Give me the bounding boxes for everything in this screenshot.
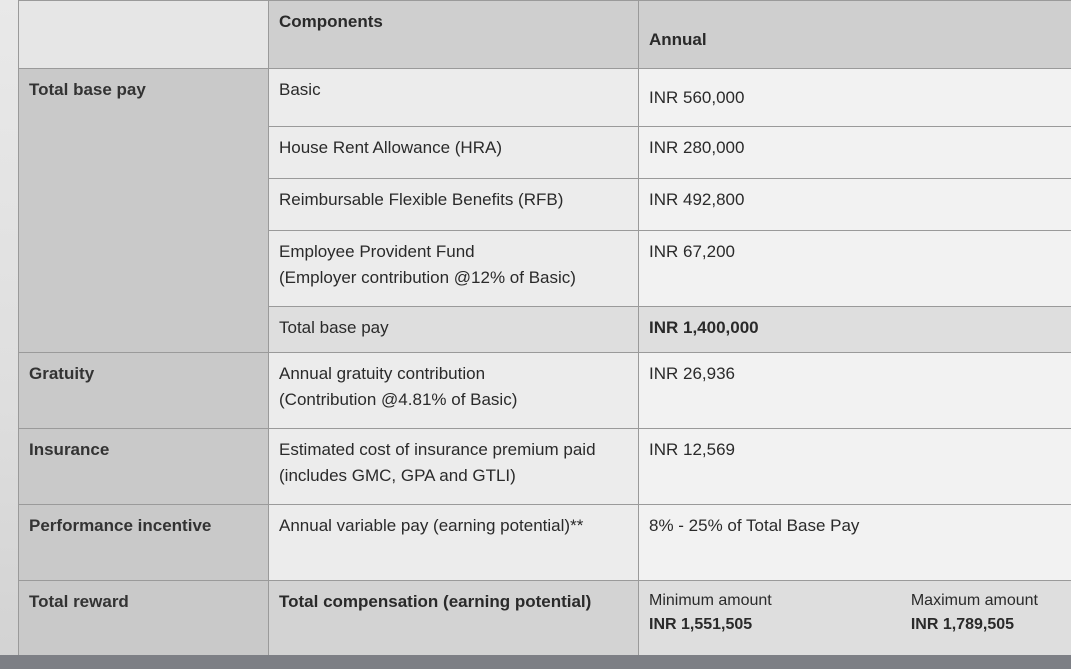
category-total-reward: Total reward	[19, 581, 269, 659]
component-insurance	[269, 429, 639, 505]
value-gratuity: INR 26,936	[639, 353, 1071, 429]
category-total-base-pay: Total base pay	[19, 69, 269, 353]
minimum-amount	[649, 589, 772, 637]
category-gratuity: Gratuity	[19, 353, 269, 429]
component-gratuity	[269, 353, 639, 429]
component-gratuity-title: Annual gratuity contribution	[279, 364, 486, 383]
table-row	[19, 69, 1071, 127]
component-insurance-note: (includes GMC, GPA and GTLI)	[279, 466, 516, 485]
component-performance: Annual variable pay (earning potential)**	[269, 505, 639, 581]
maximum-amount	[911, 589, 1038, 637]
component-hra: House Rent Allowance (HRA)	[269, 127, 639, 179]
table-row	[19, 353, 1071, 429]
component-rfb: Reimbursable Flexible Benefits (RFB)	[269, 179, 639, 231]
header-blank-cell	[19, 1, 269, 69]
value-basic: INR 560,000	[639, 69, 1071, 127]
compensation-table	[18, 0, 1071, 659]
table-header-row	[19, 1, 1071, 69]
table-row	[19, 429, 1071, 505]
subtotal-label: Total base pay	[269, 307, 639, 353]
component-epf-note: (Employer contribution @12% of Basic)	[279, 268, 576, 287]
component-basic: Basic	[269, 69, 639, 127]
component-epf-title: Employee Provident Fund	[279, 242, 475, 261]
category-insurance: Insurance	[19, 429, 269, 505]
header-components: Components	[269, 1, 639, 69]
value-total-compensation	[639, 581, 1071, 659]
header-annual: Annual	[639, 1, 1071, 69]
value-insurance: INR 12,569	[639, 429, 1071, 505]
table-row	[19, 505, 1071, 581]
component-gratuity-note: (Contribution @4.81% of Basic)	[279, 390, 518, 409]
component-insurance-title: Estimated cost of insurance premium paid	[279, 440, 596, 459]
screen-bottom-bezel	[0, 655, 1071, 669]
minimum-amount-value: INR 1,551,505	[649, 616, 753, 633]
component-total-compensation: Total compensation (earning potential)	[269, 581, 639, 659]
maximum-amount-label: Maximum amount	[910, 592, 1038, 609]
total-reward-row	[19, 581, 1071, 659]
value-epf: INR 67,200	[639, 231, 1071, 307]
maximum-amount-value: INR 1,789,505	[910, 616, 1015, 633]
subtotal-value: INR 1,400,000	[639, 307, 1071, 353]
value-hra: INR 280,000	[639, 127, 1071, 179]
category-performance: Performance incentive	[19, 505, 269, 581]
value-rfb: INR 492,800	[639, 179, 1071, 231]
value-performance: 8% - 25% of Total Base Pay	[639, 505, 1071, 581]
component-epf	[269, 231, 639, 307]
minimum-amount-label: Minimum amount	[649, 592, 772, 609]
